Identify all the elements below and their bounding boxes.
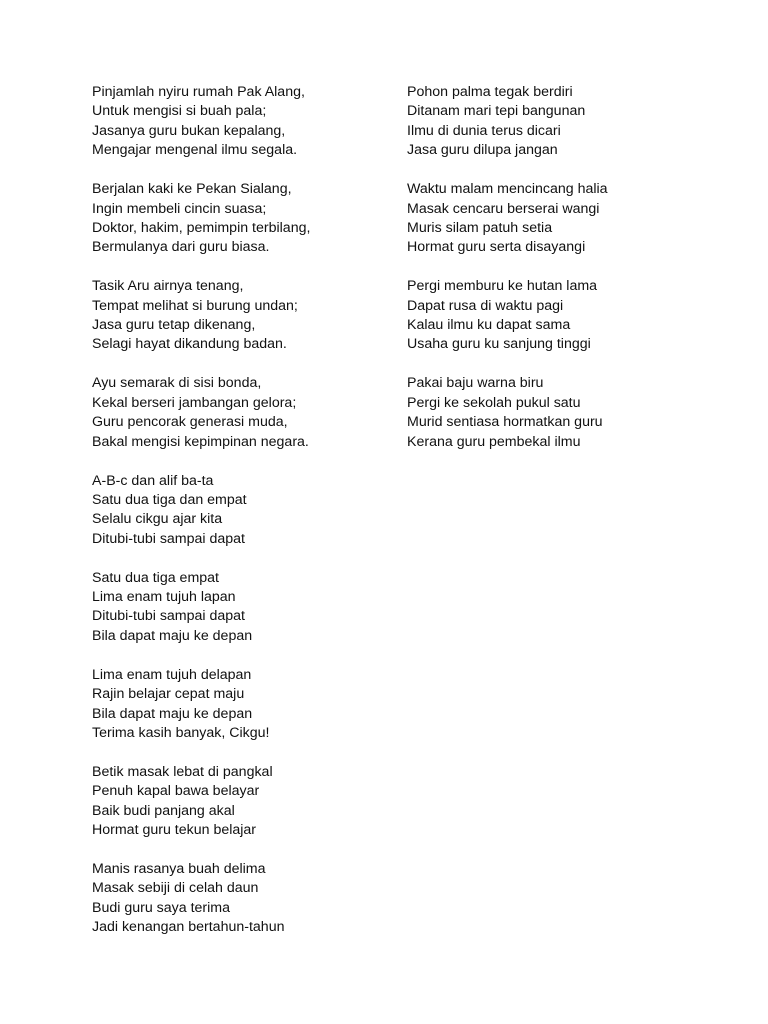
verse-line: Bila dapat maju ke depan: [92, 705, 253, 722]
verse-line: Kerana guru pembekal ilmu: [407, 433, 581, 450]
verse-line: Ilmu di dunia terus dicari: [407, 122, 561, 139]
stanza: [92, 180, 392, 258]
verse-line: Betik masak lebat di pangkal: [92, 763, 273, 780]
verse-line: Usaha guru ku sanjung tinggi: [407, 336, 591, 353]
stanza: [407, 374, 727, 452]
verse-line: Ditubi-tubi sampai dapat: [92, 530, 245, 547]
verse-line: Satu dua tiga dan empat: [92, 491, 247, 508]
right-column: [407, 83, 727, 472]
verse-line: Untuk mengisi si buah pala;: [92, 103, 267, 120]
verse-line: Kalau ilmu ku dapat sama: [407, 317, 571, 334]
verse-line: Lima enam tujuh delapan: [92, 666, 252, 683]
verse-line: Hormat guru tekun belajar: [92, 822, 257, 839]
verse-line: Masak sebiji di celah daun: [92, 880, 259, 897]
verse-line: Jasanya guru bukan kepalang,: [92, 122, 286, 139]
verse-line: Pakai baju warna biru: [407, 375, 544, 392]
verse-line: Terima kasih banyak, Cikgu!: [92, 724, 270, 741]
verse-line: Dapat rusa di waktu pagi: [407, 297, 564, 314]
verse-line: Muris silam patuh setia: [407, 219, 553, 236]
verse-line: Hormat guru serta disayangi: [407, 239, 586, 256]
stanza: [407, 83, 727, 161]
verse-line: A-B-c dan alif ba-ta: [92, 472, 214, 489]
verse-line: Murid sentiasa hormatkan guru: [407, 414, 603, 431]
verse-line: Pergi ke sekolah pukul satu: [407, 394, 581, 411]
verse-line: Ayu semarak di sisi bonda,: [92, 375, 262, 392]
stanza: [92, 763, 392, 841]
verse-line: Bermulanya dari guru biasa.: [92, 239, 270, 256]
verse-line: Penuh kapal bawa belayar: [92, 783, 260, 800]
verse-line: Lima enam tujuh lapan: [92, 589, 236, 606]
verse-line: Bila dapat maju ke depan: [92, 627, 253, 644]
verse-line: Baik budi panjang akal: [92, 802, 235, 819]
stanza: [92, 860, 392, 938]
verse-line: Ditanam mari tepi bangunan: [407, 103, 586, 120]
verse-line: Selalu cikgu ajar kita: [92, 511, 223, 528]
stanza: [92, 666, 392, 744]
verse-line: Kekal berseri jambangan gelora;: [92, 394, 297, 411]
verse-line: Jadi kenangan bertahun-tahun: [92, 919, 285, 936]
verse-line: Selagi hayat dikandung badan.: [92, 336, 287, 353]
verse-line: Pohon palma tegak berdiri: [407, 84, 573, 100]
verse-line: Tasik Aru airnya tenang,: [92, 278, 244, 295]
verse-line: Berjalan kaki ke Pekan Sialang,: [92, 181, 292, 198]
verse-line: Budi guru saya terima: [92, 899, 231, 916]
stanza: [92, 569, 392, 647]
stanza: [92, 83, 392, 161]
verse-line: Tempat melihat si burung undan;: [92, 297, 298, 314]
verse-line: Pergi memburu ke hutan lama: [407, 278, 598, 295]
stanza: [92, 277, 392, 355]
verse-line: Guru pencorak generasi muda,: [92, 414, 288, 431]
verse-line: Rajin belajar cepat maju: [92, 686, 245, 703]
verse-line: Masak cencaru berserai wangi: [407, 200, 600, 217]
stanza: [407, 277, 727, 355]
verse-line: Doktor, hakim, pemimpin terbilang,: [92, 219, 311, 236]
stanza: [407, 180, 727, 258]
verse-line: Waktu malam mencincang halia: [407, 181, 608, 198]
verse-line: Ingin membeli cincin suasa;: [92, 200, 267, 217]
verse-line: Pinjamlah nyiru rumah Pak Alang,: [92, 84, 305, 100]
verse-line: Mengajar mengenal ilmu segala.: [92, 142, 298, 159]
verse-line: Jasa guru dilupa jangan: [407, 142, 558, 159]
stanza: [92, 374, 392, 452]
verse-line: Ditubi-tubi sampai dapat: [92, 608, 245, 625]
verse-line: Jasa guru tetap dikenang,: [92, 317, 256, 334]
verse-line: Satu dua tiga empat: [92, 569, 219, 586]
stanza: [92, 472, 392, 550]
verse-line: Bakal mengisi kepimpinan negara.: [92, 433, 309, 450]
verse-line: Manis rasanya buah delima: [92, 861, 266, 877]
left-column: [92, 83, 392, 957]
